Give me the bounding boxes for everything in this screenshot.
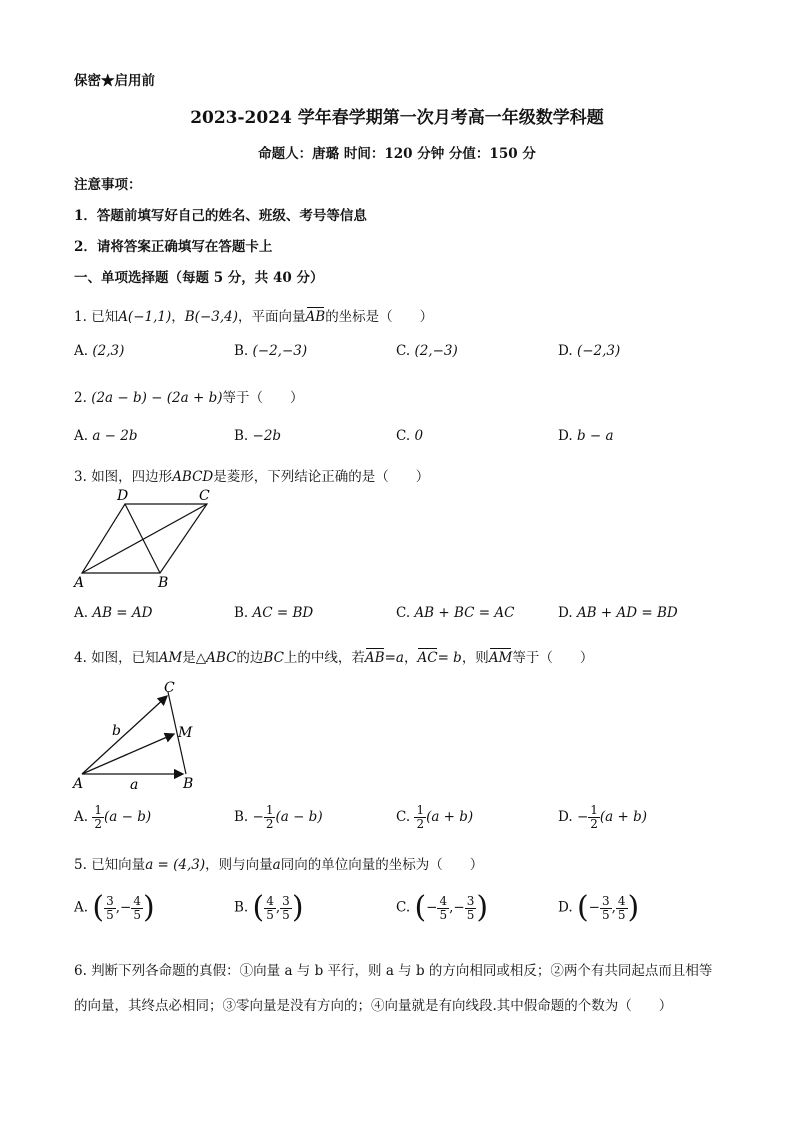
label-c: C xyxy=(199,488,210,504)
q5-option-c[interactable]: C. (− $\frac{4}{5}$ ,− $\frac{3}{5}$ ) xyxy=(396,890,489,925)
label-m: M xyxy=(178,725,193,741)
q2-option-a[interactable]: A. a − 2b xyxy=(74,428,138,444)
question-text: 等于（ ） xyxy=(222,390,304,406)
q1-option-b[interactable]: B. (−2,−3) xyxy=(234,343,308,359)
question-6-line-1: 6. 判断下列各命题的真假：①向量 a 与 b 平行，则 a 与 b 的方向相同或相反；②两个有共同起点而且相等 xyxy=(74,963,713,979)
shape-name: ABCD xyxy=(172,469,214,485)
question-4: 4. 如图，已知AM是△ABC的边BC上的中线，若AB=a，AC= b，则AM等于（ ） xyxy=(74,650,594,666)
question-2 xyxy=(74,386,304,406)
question-3 xyxy=(74,465,429,485)
q3-option-c[interactable]: C. AB + BC = AC xyxy=(396,605,515,621)
question-text: 是菱形，下列结论正确的是（ ） xyxy=(213,469,430,485)
label-a: A xyxy=(74,575,85,590)
question-number: 1. xyxy=(74,309,87,325)
q5-option-d[interactable]: D. (− $\frac{3}{5}$ , $\frac{4}{5}$ ) xyxy=(558,890,640,925)
label-vector-a: a xyxy=(130,777,139,793)
q5-option-b[interactable]: B. ( $\frac{4}{5}$ , $\frac{3}{5}$ ) xyxy=(234,890,304,925)
expression: (2a − b) − (2a + b) xyxy=(91,390,223,406)
q1-option-a[interactable]: A. (2,3) xyxy=(74,343,125,359)
q4-option-b[interactable]: B. − $\frac{1}{2}$ (a − b) xyxy=(234,803,323,831)
question-text: 已知 xyxy=(91,309,119,325)
exam-info: 命题人：唐璐 时间：120 分钟 分值：150 分 xyxy=(258,146,536,162)
question-number: 4. xyxy=(74,650,87,666)
label-c: C xyxy=(164,680,175,696)
question-text: ，平面向量 xyxy=(238,309,306,325)
q1-option-d[interactable]: D. (−2,3) xyxy=(558,343,621,359)
question-5: 5. 已知向量a = (4,3)，则与向量a同向的单位向量的坐标为（ ） xyxy=(74,857,484,873)
q4-option-a[interactable]: A. $\frac{1}{2}$ (a − b) xyxy=(74,803,152,831)
question-6-line-2: 的向量，其终点必相同；③零向量是没有方向的；④向量就是有向线段.其中假命题的个数为（ ） xyxy=(74,998,673,1014)
label-a: A xyxy=(73,776,84,792)
label-b: B xyxy=(158,575,169,590)
label-d: D xyxy=(117,488,129,504)
q3-option-d[interactable]: D. AB + AD = BD xyxy=(558,605,678,621)
q4-option-c[interactable]: C. $\frac{1}{2}$ (a + b) xyxy=(396,803,474,831)
section-heading: 一、单项选择题（每题 5 分，共 40 分） xyxy=(74,270,324,286)
point-b: B(−3,4) xyxy=(184,309,239,325)
q1-option-c[interactable]: C. (2,−3) xyxy=(396,343,458,359)
point-a: A(−1,1) xyxy=(118,309,172,325)
triangle-figure xyxy=(70,676,210,796)
vector-ab: AB xyxy=(305,309,326,325)
question-text: 的坐标是（ ） xyxy=(325,309,434,325)
notes-heading: 注意事项： xyxy=(74,177,142,193)
q2-option-c[interactable]: C. 0 xyxy=(396,428,424,444)
note-item: 2．请将答案正确填写在答题卡上 xyxy=(74,239,273,255)
q4-option-d[interactable]: D. − $\frac{1}{2}$ (a + b) xyxy=(558,803,648,831)
q3-option-b[interactable]: B. AC = BD xyxy=(234,605,314,621)
question-text: 如图，四边形 xyxy=(91,469,173,485)
question-1: 1. 已知A(−1,1)，B(−3,4)，平面向量AB的坐标是（ ） xyxy=(74,309,434,325)
question-number: 2. xyxy=(74,390,87,406)
note-item: 1．答题前填写好自己的姓名、班级、考号等信息 xyxy=(74,208,367,224)
question-number: 3. xyxy=(74,469,87,485)
q2-option-d[interactable]: D. b − a xyxy=(558,428,614,444)
label-b: B xyxy=(183,776,194,792)
question-number: 5. xyxy=(74,857,87,873)
q2-option-b[interactable]: B. −2b xyxy=(234,428,282,444)
page-title: 2023-2024 学年春学期第一次月考高一年级数学科题 xyxy=(190,108,604,128)
label-vector-b: b xyxy=(112,723,121,739)
confidential-label: 保密★启用前 xyxy=(74,73,155,89)
q3-option-a[interactable]: A. AB = AD xyxy=(74,605,153,621)
rhombus-figure xyxy=(70,486,220,590)
q5-option-a[interactable]: A. ( $\frac{3}{5}$ ,− $\frac{4}{5}$ ) xyxy=(74,890,155,925)
